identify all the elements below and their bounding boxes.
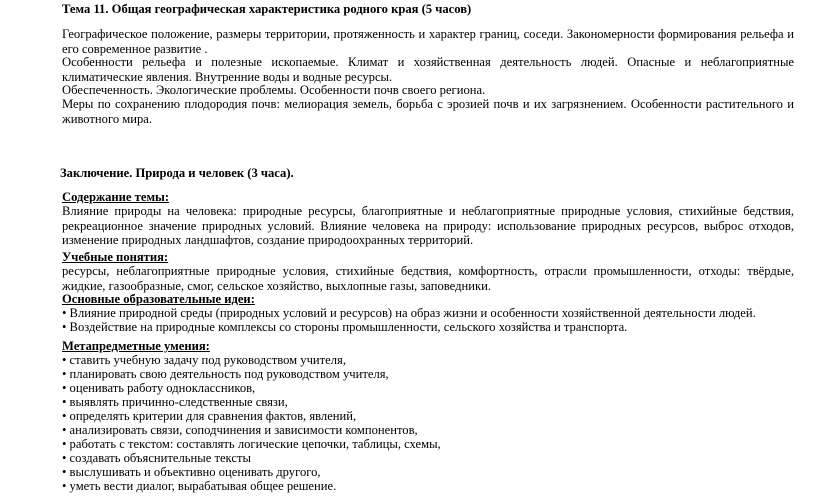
- idea-item-1: • Влияние природной среды (природных условий и ресурсов) на образ жизни и особенности хозяйственной деятельности людей.: [62, 306, 756, 320]
- conclusion-title: Заключение. Природа и человек (3 часа).: [60, 166, 294, 180]
- topic-paragraph-2: Особенности рельефа и полезные ископаемые. Климат и хозяйственная деятельность людей. Опасные и неблагоприятные климатические явления. Внутренние воды и водные ресурсы.: [62, 55, 794, 84]
- content-heading: Содержание темы:: [62, 190, 170, 204]
- content-text: Влияние природы на человека: природные ресурсы, благоприятные и неблагоприятные природные условия, стихийные бедствия, рекреационное значение природных условий. Влияние человека на природу: использование природных ресурсов, выброс отходов, изменение природных ландшафтов, создание природоохранных территорий.: [62, 204, 794, 248]
- topic-title: Тема 11. Общая географическая характеристика родного края (5 часов): [62, 2, 472, 16]
- skill-item-1: • ставить учебную задачу под руководством учителя,: [62, 353, 346, 367]
- concepts-text: ресурсы, неблагоприятные природные условия, стихийные бедствия, комфортность, отрасли промышленности, отходы: твёрдые, жидкие, газообразные, смог, сельское хозяйство, выхлопные газы, заповедники.: [62, 264, 794, 293]
- ideas-heading: Основные образовательные идеи:: [62, 292, 255, 306]
- skill-item-5: • определять критерии для сравнения фактов, явлений,: [62, 409, 357, 423]
- skill-item-6: • анализировать связи, соподчинения и зависимости компонентов,: [62, 423, 418, 437]
- topic-paragraph-1-text: Географическое положение, размеры территории, протяженность и характер границ, соседи. Закономерности формирования рельефа и его современное развитие .: [62, 27, 794, 56]
- skill-item-3: • оценивать работу одноклассников,: [62, 381, 256, 395]
- skill-item-7: • работать с текстом: составлять логические цепочки, таблицы, схемы,: [62, 437, 441, 451]
- skill-item-2: • планировать свою деятельность под руководством учителя,: [62, 367, 389, 381]
- topic-paragraph-3: Обеспеченность. Экологические проблемы. Особенности почв своего региона.: [62, 83, 486, 97]
- concepts-heading: Учебные понятия:: [62, 250, 169, 264]
- skills-heading: Метапредметные умения:: [62, 339, 210, 353]
- topic-paragraph-1: [62, 27, 794, 56]
- skill-item-4: • выявлять причинно-следственные связи,: [62, 395, 288, 409]
- skill-item-10: • уметь вести диалог, вырабатывая общее решение.: [62, 479, 337, 493]
- skill-item-9: • выслушивать и объективно оценивать другого,: [62, 465, 321, 479]
- skill-item-8: • создавать объяснительные тексты: [62, 451, 251, 465]
- topic-paragraph-4: Меры по сохранению плодородия почв: мелиорация земель, борьба с эрозией почв и их загрязнением. Особенности растительного и животного мира.: [62, 97, 794, 126]
- idea-item-2: • Воздействие на природные комплексы со стороны промышленности, сельского хозяйства и транспорта.: [62, 320, 628, 334]
